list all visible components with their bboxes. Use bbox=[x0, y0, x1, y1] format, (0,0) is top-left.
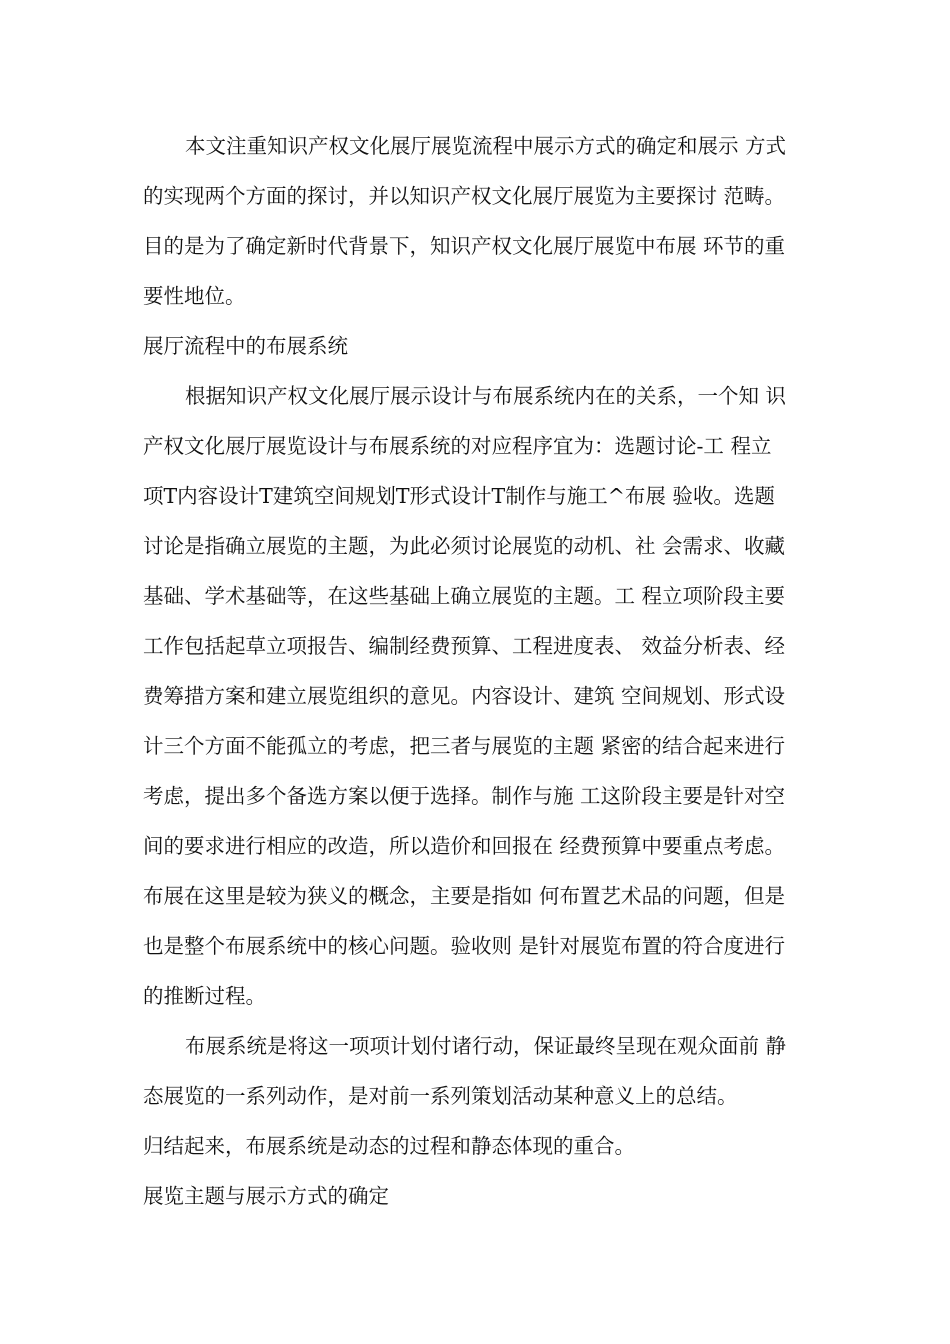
paragraph-3-line-2: 态展览的一系列动作，是对前一系列策划活动某种意义上的总结。 bbox=[143, 1084, 738, 1108]
paragraph-1-line-4: 要性地位。 bbox=[143, 284, 246, 308]
paragraph-2-line-6: 工作包括起草立项报告、编制经费预算、工程进度表、 效益分析表、经 bbox=[143, 634, 786, 658]
paragraph-2-line-2: 产权文化展厅展览设计与布展系统的对应程序宜为：选题讨论-工 程立 bbox=[143, 434, 772, 458]
paragraph-2-line-1: 根据知识产权文化展厅展示设计与布展系统内在的关系，一个知 识 bbox=[185, 384, 787, 408]
paragraph-2-line-5: 基础、学术基础等，在这些基础上确立展览的主题。工 程立项阶段主要 bbox=[143, 584, 786, 608]
paragraph-2-line-10: 间的要求进行相应的改造，所以造价和回报在 经费预算中要重点考虑。 bbox=[143, 834, 786, 858]
paragraph-2-line-8: 计三个方面不能孤立的考虑，把三者与展览的主题 紧密的结合起来进行 bbox=[143, 734, 786, 758]
paragraph-3-line-1: 布展系统是将这一项项计划付诸行动，保证最终呈现在观众面前 静 bbox=[185, 1034, 787, 1058]
paragraph-1-line-2: 的实现两个方面的探讨，并以知识产权文化展厅展览为主要探讨 范畴。 bbox=[143, 184, 786, 208]
paragraph-2-line-4: 讨论是指确立展览的主题，为此必须讨论展览的动机、社 会需求、收藏 bbox=[143, 534, 786, 558]
paragraph-2-line-3: 项T内容设计T建筑空间规划T形式设计T制作与施工^布展 验收。选题 bbox=[143, 484, 775, 508]
paragraph-2-line-13: 的推断过程。 bbox=[143, 984, 266, 1008]
section-heading-exhibition-system: 展厅流程中的布展系统 bbox=[143, 334, 348, 358]
paragraph-2-line-9: 考虑，提出多个备选方案以便于选择。制作与施 工这阶段主要是针对空 bbox=[143, 784, 786, 808]
paragraph-2-line-7: 费筹措方案和建立展览组织的意见。内容设计、建筑 空间规划、形式设 bbox=[143, 684, 786, 708]
paragraph-2-line-12: 也是整个布展系统中的核心问题。验收则 是针对展览布置的符合度进行 bbox=[143, 934, 786, 958]
summary-line: 归结起来，布展系统是动态的过程和静态体现的重合。 bbox=[143, 1134, 635, 1158]
paragraph-2-line-11: 布展在这里是较为狭义的概念，主要是指如 何布置艺术品的问题，但是 bbox=[143, 884, 786, 908]
paragraph-1-line-3: 目的是为了确定新时代背景下，知识产权文化展厅展览中布展 环节的重 bbox=[143, 234, 786, 258]
paragraph-1-line-1: 本文注重知识产权文化展厅展览流程中展示方式的确定和展示 方式 bbox=[185, 134, 787, 158]
section-heading-theme-and-display: 展览主题与展示方式的确定 bbox=[143, 1184, 389, 1208]
